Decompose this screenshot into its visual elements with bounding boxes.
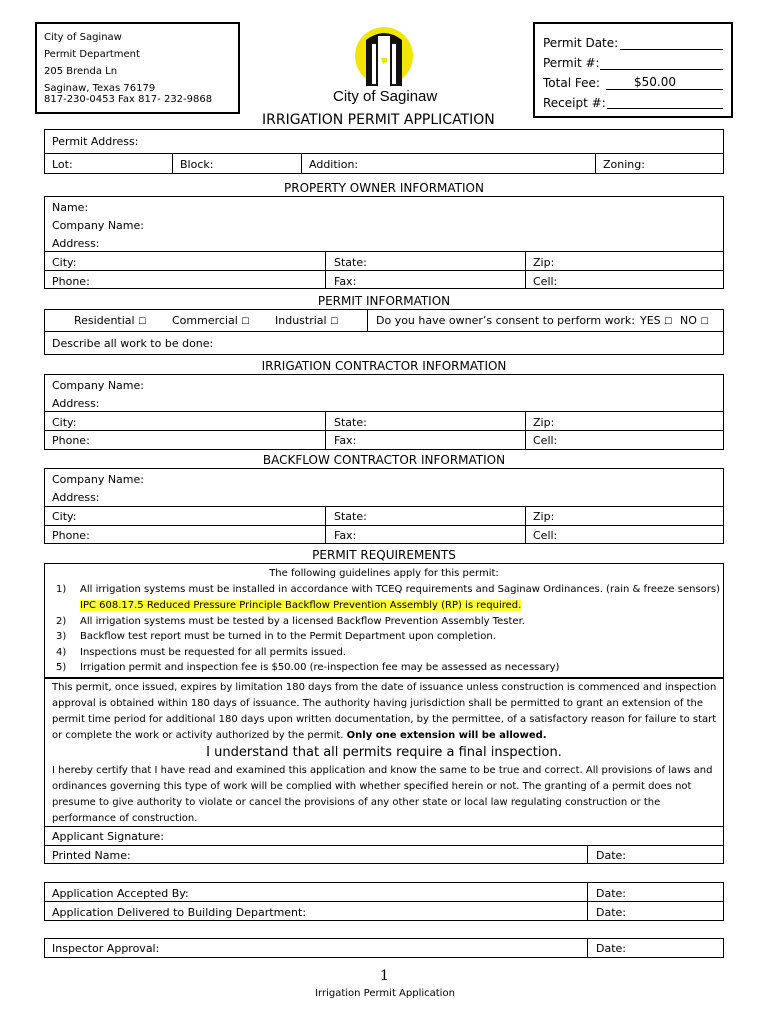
irrigation-box xyxy=(44,374,724,450)
city-seal-logo xyxy=(352,22,416,90)
residential-checkbox-icon: ☐ xyxy=(138,317,147,327)
permit-info-heading: PERMIT INFORMATION xyxy=(317,294,451,308)
certification-text: I hereby certify that I have read and examined this application and know the same to be true and correct. All provisions of laws and ordinances governing this type of work will be complied with whether specified herein or not. The granting of a permit does not presume to give authority to violate or cancel the provisions of any other state or local law regulating construction or the performance of construction. xyxy=(52,765,713,824)
total-fee-line[interactable] xyxy=(606,89,723,90)
describe-work-field[interactable]: Describe all work to be done: xyxy=(52,337,214,350)
irrigation-fax-field[interactable]: Fax: xyxy=(334,434,357,447)
office-line-5: 817-230-0453 Fax 817- 232-9868 xyxy=(44,94,213,105)
backflow-cell-field[interactable]: Cell: xyxy=(533,529,558,542)
commercial-option[interactable]: Commercial ☐ xyxy=(172,314,250,327)
requirement-4-text: Inspections must be requested for all permits issued. xyxy=(80,647,347,658)
backflow-fax-field[interactable]: Fax: xyxy=(334,529,357,542)
requirement-5-number: 5) xyxy=(56,662,67,673)
applicant-signature-field[interactable]: Applicant Signature: xyxy=(52,830,164,843)
footer-title: Irrigation Permit Application xyxy=(315,988,455,999)
permit-address-field[interactable]: Permit Address: xyxy=(52,135,139,148)
commercial-checkbox-icon: ☐ xyxy=(241,317,250,327)
total-fee-value: $50.00 xyxy=(634,75,676,89)
irrigation-city-field[interactable]: City: xyxy=(52,416,77,429)
page-title: IRRIGATION PERMIT APPLICATION xyxy=(262,112,495,128)
total-fee-label: Total Fee: xyxy=(543,76,600,90)
accepted-by-field[interactable]: Application Accepted By: xyxy=(52,887,189,900)
owner-box xyxy=(44,196,724,289)
owner-name-field[interactable]: Name: xyxy=(52,201,89,214)
requirement-4-number: 4) xyxy=(56,647,67,658)
irrigation-zip-field[interactable]: Zip: xyxy=(533,416,555,429)
backflow-address-field[interactable]: Address: xyxy=(52,491,100,504)
industrial-checkbox-icon: ☐ xyxy=(330,317,339,327)
backflow-heading: BACKFLOW CONTRACTOR INFORMATION xyxy=(262,453,506,467)
lot-field[interactable]: Lot: xyxy=(52,158,73,171)
permit-date-label: Permit Date: xyxy=(543,36,619,50)
requirement-2-number: 2) xyxy=(56,616,67,627)
irrigation-company-field[interactable]: Company Name: xyxy=(52,379,144,392)
delivered-field[interactable]: Application Delivered to Building Department: xyxy=(52,906,307,919)
requirements-heading: PERMIT REQUIREMENTS xyxy=(312,548,456,562)
addition-field[interactable]: Addition: xyxy=(309,158,359,171)
owner-zip-field[interactable]: Zip: xyxy=(533,256,555,269)
irrigation-heading: IRRIGATION CONTRACTOR INFORMATION xyxy=(261,359,507,373)
irrigation-phone-field[interactable]: Phone: xyxy=(52,434,90,447)
yes-checkbox-icon: ☐ xyxy=(664,317,673,327)
printed-name-field[interactable]: Printed Name: xyxy=(52,849,131,862)
expiry-text: This permit, once issued, expires by limitation 180 days from the date of issuance unless construction is commenced and inspection approval is obtained within 180 days of issuance. The authority having jurisdiction shall be permitted to grant an extension of the permit time period for additional 180 days upon written documentation, by the permittee, of a satisfactory reason for failure to start or complete the work or activity authorized by the permit. Only one extension will be allowed. xyxy=(52,682,717,741)
signature-date-field[interactable]: Date: xyxy=(596,849,626,862)
inspector-approval-field[interactable]: Inspector Approval: xyxy=(52,942,160,955)
owner-state-field[interactable]: State: xyxy=(334,256,367,269)
block-field[interactable]: Block: xyxy=(180,158,214,171)
requirement-5-text: Irrigation permit and inspection fee is $50.00 (re-inspection fee may be assessed as necessary) xyxy=(80,662,560,673)
extension-note: Only one extension will be allowed. xyxy=(346,730,547,741)
backflow-zip-field[interactable]: Zip: xyxy=(533,510,555,523)
irrigation-cell-field[interactable]: Cell: xyxy=(533,434,558,447)
final-inspection-statement: I understand that all permits require a final inspection. xyxy=(206,745,562,760)
receipt-line[interactable] xyxy=(607,108,723,109)
industrial-option[interactable]: Industrial ☐ xyxy=(275,314,339,327)
owner-phone-field[interactable]: Phone: xyxy=(52,275,90,288)
consent-question: Do you have owner’s consent to perform work: xyxy=(376,314,635,327)
requirement-1-number: 1) xyxy=(56,584,67,595)
backflow-phone-field[interactable]: Phone: xyxy=(52,529,90,542)
permit-date-line[interactable] xyxy=(620,49,723,50)
owner-cell-field[interactable]: Cell: xyxy=(533,275,558,288)
requirement-3-text: Backflow test report must be turned in to the Permit Department upon completion. xyxy=(80,631,496,642)
permit-number-label: Permit #: xyxy=(543,56,600,70)
page-number: 1 xyxy=(380,968,389,984)
office-line-1: City of Saginaw xyxy=(44,32,122,43)
requirement-2-text: All irrigation systems must be tested by a licensed Backflow Prevention Assembly Tester. xyxy=(80,616,525,627)
owner-company-field[interactable]: Company Name: xyxy=(52,219,144,232)
inspector-date-field[interactable]: Date: xyxy=(596,942,626,955)
owner-address-field[interactable]: Address: xyxy=(52,237,100,250)
consent-yes-option[interactable]: YES ☐ xyxy=(640,314,673,327)
office-line-4: Saginaw, Texas 76179 xyxy=(44,83,156,94)
office-line-3: 205 Brenda Ln xyxy=(44,66,118,77)
backflow-city-field[interactable]: City: xyxy=(52,510,77,523)
no-checkbox-icon: ☐ xyxy=(700,317,709,327)
zoning-field[interactable]: Zoning: xyxy=(603,158,645,171)
requirement-1-rp-text: IPC 608.17.5 Reduced Pressure Principle Backflow Prevention Assembly (RP) is required. xyxy=(80,600,522,611)
owner-city-field[interactable]: City: xyxy=(52,256,77,269)
irrigation-address-field[interactable]: Address: xyxy=(52,397,100,410)
accepted-date-field[interactable]: Date: xyxy=(596,887,626,900)
requirements-intro: The following guidelines apply for this permit: xyxy=(269,568,499,579)
logo-wordmark: City of Saginaw xyxy=(333,88,438,105)
residential-option[interactable]: Residential ☐ xyxy=(74,314,147,327)
office-line-2: Permit Department xyxy=(44,49,140,60)
backflow-company-field[interactable]: Company Name: xyxy=(52,473,144,486)
receipt-label: Receipt #: xyxy=(543,96,606,110)
irrigation-state-field[interactable]: State: xyxy=(334,416,367,429)
requirement-1-text: All irrigation systems must be installed in accordance with TCEQ requirements and Saginaw Ordinances. (rain & freeze sensors) xyxy=(80,584,721,595)
owner-fax-field[interactable]: Fax: xyxy=(334,275,357,288)
delivered-date-field[interactable]: Date: xyxy=(596,906,626,919)
requirement-3-number: 3) xyxy=(56,631,67,642)
backflow-state-field[interactable]: State: xyxy=(334,510,367,523)
consent-no-option[interactable]: NO ☐ xyxy=(680,314,709,327)
permit-number-line[interactable] xyxy=(600,69,723,70)
owner-heading: PROPERTY OWNER INFORMATION xyxy=(284,181,484,195)
